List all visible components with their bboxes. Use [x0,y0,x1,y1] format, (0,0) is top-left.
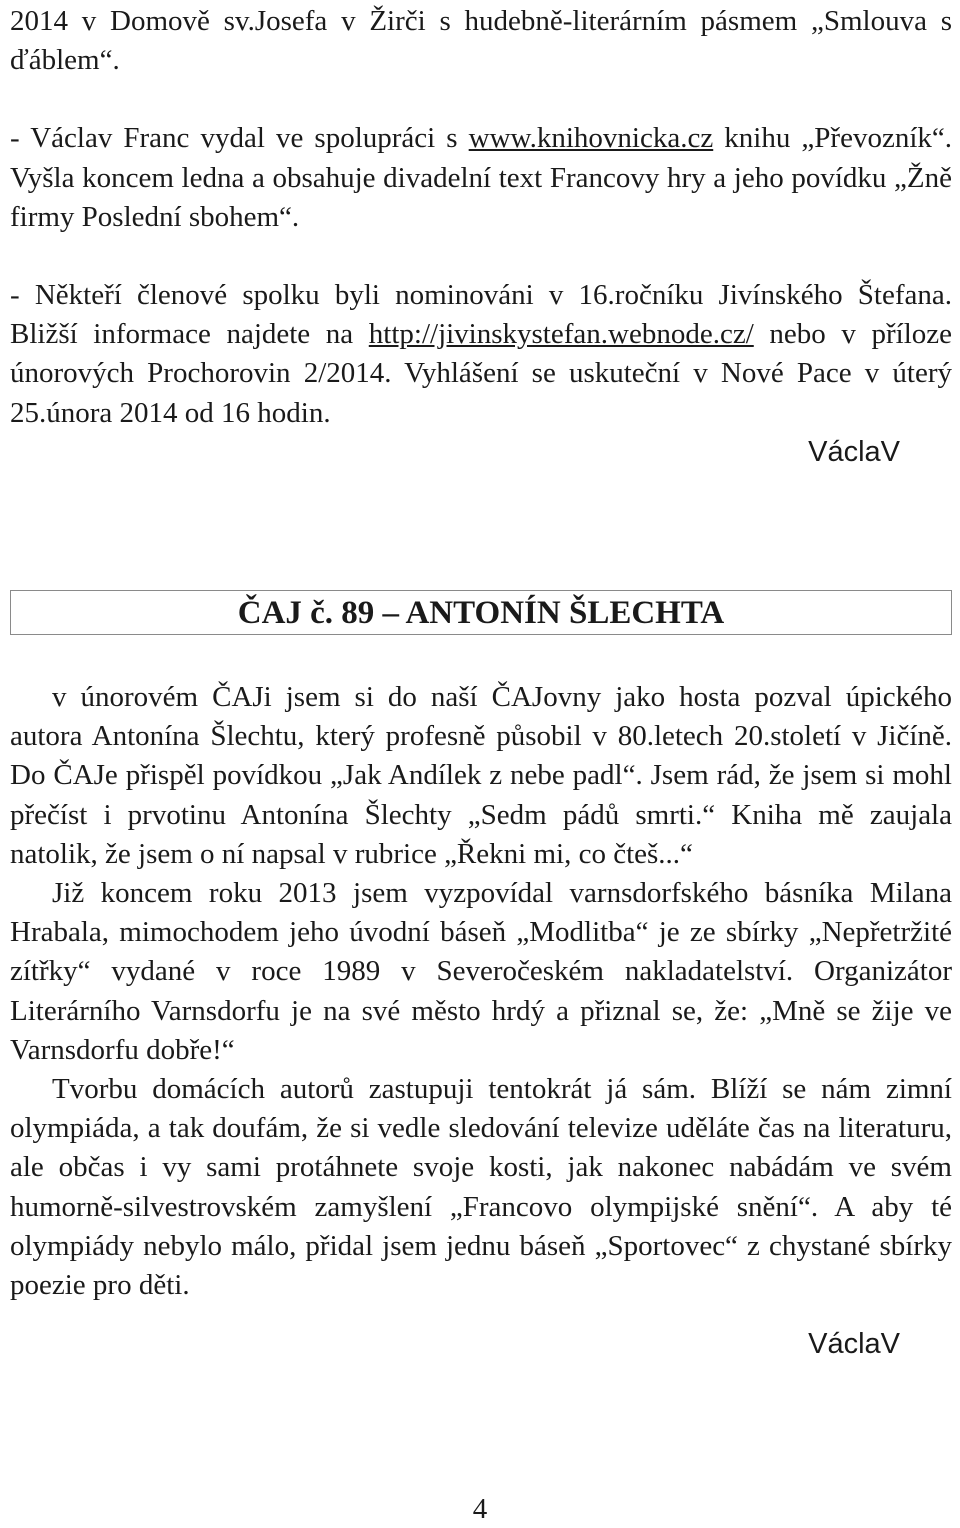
section-heading: ČAJ č. 89 – ANTONÍN ŠLECHTA [10,590,952,635]
knihovnicka-link[interactable]: www.knihovnicka.cz [468,122,714,155]
paragraph-olympiad: Tvorbu domácích autorů zastupuji tentokrát já sám. Blíží se nám zimní olympiáda, a tak doufám, že si vedle sledování televize uděláte čas na literaturu, ale občas i vy sami protáhnete svoje kosti, jak nakonec nabádám ve svém humorně-silvestrovském zamyšlení „Francovo olympijské snění“. A aby té olympiády nebylo málo, přidal jsem jednu báseň „Sportovec“ z chystané sbírky poezie pro děti. [10,1073,952,1302]
paragraph-jivinsky-stefan: - Někteří členové spolku byli nominováni v 16.ročníku Jivínského Štefana. Bližší informace najdete na http://jivinskystefan.webnode.cz/ nebo v příloze únorových Prochorovin 2/2014. Vyhlášení se uskuteční v Nové Pace v úterý 25.února 2014 od 16 hodin. [10,279,952,429]
signature-bottom: VáclaV [808,1328,900,1361]
paragraph-hrabal: Již koncem roku 2013 jsem vyzpovídal varnsdorfského básníka Milana Hrabala, mimochodem jeho úvodní báseň „Modlitba“ je ze sbírky „Nepřetržité zítřky“ vydané v roce 1989 v Severočeském nakladatelství. Organizátor Literárního Varnsdorfu je na své město hrdý a přiznal se, že: „Mně se žije ve Varnsdorfu dobře!“ [10,877,952,1066]
paragraph-zirc-event: 2014 v Domově sv.Josefa v Žirči s hudebně-literárním pásmem „Smlouva s ďáblem“. [10,5,952,77]
signature-top: VáclaV [808,435,900,468]
paragraph-slechta: v únorovém ČAJi jsem si do naší ČAJovny jako hosta pozval úpického autora Antonína Šlechtu, který profesně působil v 80.letech 20.století v Jičíně. Do ČAJe přispěl povídkou „Jak Andílek z nebe padl“. Jsem rád, že jsem si mohl přečíst i prvotinu Antonína Šlechty „Sedm pádů smrti.“ Kniha mě zaujala natolik, že jsem o ní napsal v rubrice „Řekni mi, co čteš...“ [10,681,952,870]
jivinskystefan-link[interactable]: http://jivinskystefan.webnode.cz/ [368,318,754,351]
document-page [10,2,952,472]
article-body [10,678,952,1364]
paragraph-prevoznik-book: - Václav Franc vydal ve spolupráci s www.knihovnicka.cz knihu „Převozník“. Vyšla koncem ledna a obsahuje divadelní text Francovy hry a jeho povídku „Žně firmy Poslední sbohem“. [10,122,952,233]
page-number: 4 [472,1493,488,1525]
